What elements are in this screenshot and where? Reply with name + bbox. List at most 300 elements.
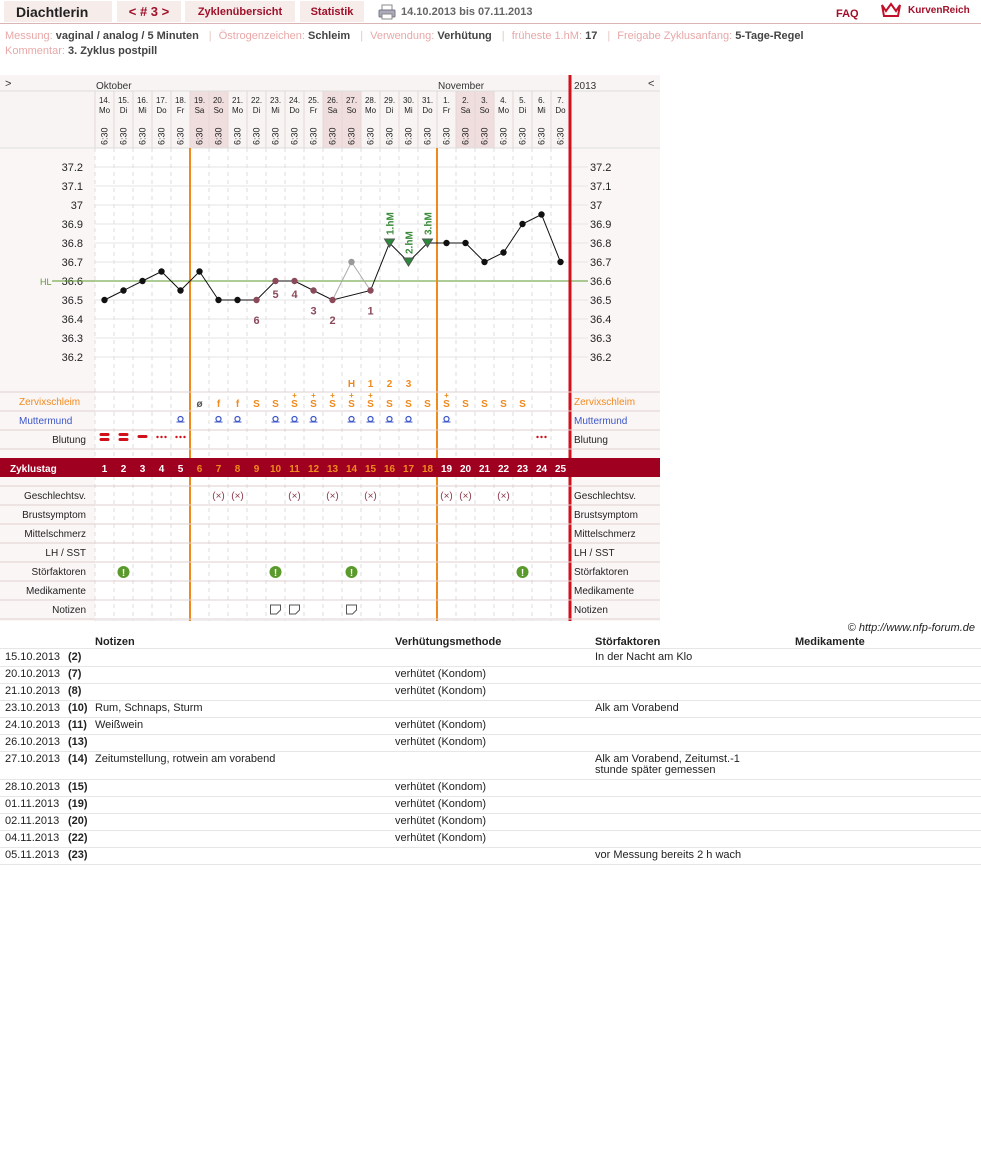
meta-freigabe-value: 5-Tage-Regel [735, 30, 804, 42]
notes-row [0, 734, 981, 752]
row-label-right-blutung: Blutung [574, 435, 608, 446]
low-measure-label: 2 [329, 315, 336, 327]
measure-time-label: 6:30 [517, 127, 528, 145]
zervix-plus: + [349, 391, 354, 400]
day-date-label: 27. [345, 96, 358, 105]
note-cycle-day: (15) [68, 781, 88, 793]
day-date-label: 16. [136, 96, 149, 105]
high-measure-label: 2.hM [404, 231, 416, 254]
cycle-day-number: 17 [402, 464, 415, 475]
temperature-point [253, 297, 259, 303]
zervix-value: S [272, 399, 279, 410]
note-method: verhütet (Kondom) [395, 781, 487, 793]
temperature-point [367, 287, 373, 293]
bleeding-light [540, 436, 542, 438]
note-method: verhütet (Kondom) [395, 668, 487, 680]
meta-hm-value: 17 [585, 30, 598, 42]
measure-time-label: 6:30 [213, 127, 224, 145]
meta-verwendung-value: Verhütung [437, 30, 492, 42]
cycle-day-number: 24 [535, 464, 548, 475]
bleeding-light [544, 436, 546, 438]
row-label-muttermund: Muttermund [19, 416, 73, 427]
row-label-right-zervix: Zervixschleim [574, 397, 636, 408]
day-weekday-label: Do [422, 106, 433, 115]
temperature-point [329, 297, 335, 303]
col-header-notizen: Notizen [95, 636, 135, 648]
temperature-point [462, 240, 468, 246]
temperature-point [310, 287, 316, 293]
disturbance-icon-glyph: ! [520, 568, 525, 579]
measure-time-label: 6:30 [422, 127, 433, 145]
measure-time-label: 6:30 [384, 127, 395, 145]
zervix-value: S [348, 399, 355, 410]
day-weekday-label: Fr [309, 106, 318, 115]
zervix-value: ø [196, 399, 203, 410]
meta-freigabe-label: Freigabe Zyklusanfang: [617, 30, 733, 42]
measure-time-label: 6:30 [156, 127, 167, 145]
temp-tick-left: 36.3 [61, 333, 83, 345]
zervix-value: S [462, 399, 469, 410]
measure-time-label: 6:30 [118, 127, 129, 145]
day-date-label: 28. [364, 96, 377, 105]
measure-time-label: 6:30 [270, 127, 281, 145]
day-weekday-label: Mi [271, 106, 280, 115]
meta-messung-value: vaginal / analog / 5 Minuten [55, 30, 199, 42]
temperature-point [348, 259, 354, 265]
note-method: verhütet (Kondom) [395, 832, 487, 844]
temperature-point [557, 259, 563, 265]
note-cycle-day: (11) [68, 719, 87, 731]
day-weekday-label: Mo [497, 106, 510, 115]
cycle-day-number: 25 [554, 464, 567, 475]
row-label-brust: Brustsymptom [22, 510, 86, 521]
peak-marker: 3 [405, 379, 412, 390]
temp-tick-left: 36.6 [61, 276, 83, 288]
note-method: verhütet (Kondom) [395, 719, 487, 731]
cycle-day-number: 18 [421, 464, 434, 475]
note-disturbance: Alk am Vorabend, Zeitumst.-1 [595, 753, 740, 765]
day-weekday-label: Di [119, 106, 128, 115]
notes-row [0, 796, 981, 814]
zervix-value: S [253, 399, 260, 410]
row-label-blutung: Blutung [52, 435, 86, 446]
day-weekday-label: So [346, 106, 357, 115]
temp-tick-left: 37 [70, 200, 83, 212]
notes-row [0, 683, 981, 701]
low-measure-label: 1 [367, 305, 374, 318]
temperature-point [481, 259, 487, 265]
temperature-point [272, 278, 278, 284]
row-label-medi: Medikamente [25, 586, 86, 597]
low-measure-label: 3 [310, 305, 317, 318]
row-label-zervix: Zervixschleim [19, 397, 81, 408]
high-measure-label: 1.hM [385, 212, 397, 235]
peak-marker: H [347, 379, 356, 390]
note-date: 23.10.2013 [5, 702, 61, 714]
year-label: 2013 [574, 81, 597, 92]
note-method: verhütet (Kondom) [395, 815, 487, 827]
note-disturbance: vor Messung bereits 2 h wach [595, 849, 742, 861]
bleeding-light [164, 436, 166, 438]
cycle-day-number: 9 [253, 464, 260, 475]
measure-time-label: 6:30 [175, 127, 186, 145]
day-date-label: 21. [231, 96, 244, 105]
day-date-label: 1. [443, 96, 450, 105]
low-measure-label: 5 [272, 289, 279, 301]
row-label-mittel: Mittelschmerz [24, 529, 86, 540]
day-weekday-label: Fr [176, 106, 185, 115]
day-date-label: 2. [462, 96, 469, 105]
nav-prev-button[interactable]: > [5, 78, 12, 90]
note-cycle-day: (2) [68, 651, 82, 663]
meta-kommentar-label: Kommentar: [5, 45, 65, 57]
bleeding-light [175, 436, 177, 438]
zervix-value: f [235, 399, 240, 410]
zervix-plus: + [444, 391, 449, 400]
notes-row [0, 779, 981, 797]
note-text: Rum, Schnaps, Sturm [95, 702, 203, 714]
temp-tick-right: 36.8 [590, 238, 612, 250]
col-header-medi: Medikamente [795, 636, 865, 648]
day-date-label: 3. [481, 96, 488, 105]
day-date-label: 26. [326, 96, 339, 105]
row-label-lh: LH / SST [45, 548, 86, 559]
cycle-day-number: 16 [383, 464, 396, 475]
bleeding-heavy [119, 438, 129, 441]
day-weekday-label: So [479, 106, 490, 115]
temp-tick-right: 37.2 [590, 162, 612, 174]
row-label-zyklustag: Zyklustag [10, 464, 57, 475]
zervix-plus: + [292, 391, 297, 400]
high-measure-label: 3.hM [423, 212, 435, 235]
notes-header-row [0, 634, 981, 649]
peak-marker: 1 [367, 379, 374, 390]
meta-oestrogen-label: Östrogenzeichen: [218, 30, 305, 42]
row-label-gv: Geschlechtsv. [23, 491, 86, 502]
measure-time-label: 6:30 [555, 127, 566, 145]
col-header-stoer: Störfaktoren [595, 636, 661, 648]
crown-icon [880, 2, 902, 20]
cycle-day-number: 12 [307, 464, 320, 475]
day-weekday-label: Do [289, 106, 300, 115]
meta-oestrogen-value: Schleim [308, 30, 351, 42]
intercourse-marker: (×) [288, 491, 301, 502]
temp-tick-right: 36.4 [590, 314, 612, 326]
note-date: 05.11.2013 [5, 849, 60, 861]
measure-time-label: 6:30 [308, 127, 319, 145]
note-cycle-day: (19) [68, 798, 88, 810]
day-date-label: 19. [193, 96, 206, 105]
intercourse-marker: (×) [231, 491, 244, 502]
zervix-value: S [519, 399, 526, 410]
day-date-label: 15. [117, 96, 130, 105]
day-date-label: 22. [250, 96, 263, 105]
low-measure-label: 4 [291, 289, 298, 301]
temperature-point [234, 297, 240, 303]
tab-statistics[interactable]: Statistik [300, 1, 364, 22]
bleeding-medium [138, 435, 148, 438]
temp-tick-left: 36.5 [61, 295, 83, 307]
bleeding-light [160, 436, 162, 438]
note-date: 24.10.2013 [5, 719, 61, 731]
temperature-point [538, 211, 544, 217]
note-cycle-day: (10) [68, 702, 88, 714]
temperature-point [196, 268, 202, 274]
day-weekday-label: Mo [98, 106, 111, 115]
zervix-value: S [500, 399, 507, 410]
measure-time-label: 6:30 [232, 127, 243, 145]
note-cycle-day: (14) [68, 753, 88, 765]
day-weekday-label: Di [518, 106, 527, 115]
day-weekday-label: So [213, 106, 224, 115]
notes-row [0, 649, 981, 667]
copyright: © http://www.nfp-forum.de [847, 622, 975, 634]
zervix-value: S [367, 399, 374, 410]
cycle-day-number: 20 [459, 464, 472, 475]
brand-logo[interactable] [880, 2, 980, 20]
note-date: 04.11.2013 [5, 832, 60, 844]
cycle-day-number: 6 [196, 464, 203, 475]
row-label-right-lh: LH / SST [574, 548, 615, 559]
cycle-day-number: 19 [440, 464, 453, 475]
measure-time-label: 6:30 [441, 127, 452, 145]
zervix-value: S [405, 399, 412, 410]
cycle-day-number: 4 [158, 464, 165, 475]
cycle-day-number: 23 [516, 464, 529, 475]
note-method: verhütet (Kondom) [395, 798, 487, 810]
cycle-day-number: 8 [234, 464, 241, 475]
day-date-label: 18. [174, 96, 187, 105]
meta-hm-label: früheste 1.hM: [511, 30, 583, 42]
day-date-label: 23. [269, 96, 282, 105]
note-date: 20.10.2013 [5, 668, 61, 680]
meta-line-1: Messung: vaginal / analog / 5 Minuten | Östrogenzeichen: Schleim | Verwendung: Verhütung | früheste 1.hM: 17 | Freigabe Zyklusanfang: 5-Tage-Regel [5, 30, 804, 42]
intercourse-marker: (×) [440, 491, 453, 502]
day-weekday-label: Di [252, 106, 261, 115]
meta-verwendung-label: Verwendung: [370, 30, 435, 42]
day-weekday-label: Mo [231, 106, 244, 115]
chart-background [0, 75, 660, 621]
note-date: 26.10.2013 [5, 736, 61, 748]
measure-time-label: 6:30 [194, 127, 205, 145]
zervix-value: f [216, 399, 221, 410]
notes-row [0, 813, 981, 831]
day-weekday-label: Do [555, 106, 566, 115]
disturbance-icon-glyph: ! [273, 568, 278, 579]
measure-time-label: 6:30 [137, 127, 148, 145]
measure-time-label: 6:30 [365, 127, 376, 145]
app-title: Diachtlerin [4, 1, 112, 22]
tab-cycle-overview[interactable]: Zyklenübersicht [185, 1, 295, 22]
temp-tick-left: 37.1 [61, 181, 83, 193]
row-label-right-gv: Geschlechtsv. [574, 491, 637, 502]
note-cycle-day: (8) [68, 685, 82, 697]
cycle-day-number: 5 [177, 464, 184, 475]
cycle-day-number: 22 [497, 464, 510, 475]
cycle-day-number: 3 [139, 464, 146, 475]
note-cycle-day: (20) [68, 815, 88, 827]
temperature-point [139, 278, 145, 284]
temperature-point [101, 297, 107, 303]
coverline-label: HL [40, 277, 52, 287]
day-date-label: 29. [383, 96, 396, 105]
measure-time-label: 6:30 [346, 127, 357, 145]
day-date-label: 30. [402, 96, 415, 105]
temperature-point [500, 249, 506, 255]
day-weekday-label: Sa [194, 106, 205, 115]
zervix-value: S [329, 399, 336, 410]
cycle-day-number: 15 [364, 464, 377, 475]
day-date-label: 4. [500, 96, 507, 105]
cycle-day-number: 2 [120, 464, 127, 475]
notes-row [0, 830, 981, 848]
note-method: verhütet (Kondom) [395, 685, 487, 697]
measure-time-label: 6:30 [479, 127, 490, 145]
notes-row [0, 751, 981, 780]
day-weekday-label: Sa [460, 106, 471, 115]
note-date: 01.11.2013 [5, 798, 60, 810]
cycle-chart [0, 75, 660, 621]
note-disturbance: Alk am Vorabend [595, 702, 679, 714]
cycle-day-number: 10 [269, 464, 282, 475]
row-label-notizen: Notizen [52, 605, 86, 616]
brand-name: KurvenReich [908, 5, 970, 16]
zervix-value: S [291, 399, 298, 410]
day-date-label: 7. [557, 96, 564, 105]
temp-tick-left: 36.7 [61, 257, 83, 269]
cycle-nav[interactable]: < # 3 > [117, 1, 181, 22]
date-range: 14.10.2013 bis 07.11.2013 [401, 6, 533, 18]
temp-tick-right: 36.2 [590, 352, 612, 364]
zervix-value: S [443, 399, 450, 410]
note-disturbance: In der Nacht am Klo [595, 651, 693, 663]
meta-kommentar-value: 3. Zyklus postpill [67, 45, 158, 57]
temperature-point [443, 240, 449, 246]
temperature-point [158, 268, 164, 274]
measure-time-label: 6:30 [403, 127, 414, 145]
month-label: Oktober [96, 81, 132, 92]
intercourse-marker: (×) [326, 491, 339, 502]
zervix-value: S [424, 399, 431, 410]
row-label-stoer: Störfaktoren [31, 567, 86, 578]
intercourse-marker: (×) [364, 491, 377, 502]
note-date: 28.10.2013 [5, 781, 61, 793]
cycle-day-number: 11 [289, 464, 300, 475]
temp-tick-left: 36.4 [61, 314, 83, 326]
printer-icon[interactable] [378, 4, 396, 20]
temp-tick-right: 37 [590, 200, 603, 212]
day-date-label: 24. [288, 96, 301, 105]
measure-time-label: 6:30 [498, 127, 509, 145]
day-weekday-label: Mo [364, 106, 377, 115]
zervix-plus: + [330, 391, 335, 400]
temp-tick-right: 36.7 [590, 257, 612, 269]
note-cycle-day: (23) [68, 849, 88, 861]
bleeding-light [536, 436, 538, 438]
row-label-right-mittel: Mittelschmerz [574, 529, 636, 540]
temp-tick-left: 36.8 [61, 238, 83, 250]
bleeding-heavy [100, 438, 110, 441]
temperature-point [215, 297, 221, 303]
day-weekday-label: Mi [537, 106, 546, 115]
intercourse-marker: (×) [459, 491, 472, 502]
notes-row [0, 700, 981, 718]
note-cycle-day: (22) [68, 832, 88, 844]
temp-tick-right: 36.6 [590, 276, 612, 288]
day-date-label: 17. [155, 96, 168, 105]
day-weekday-label: Mi [138, 106, 147, 115]
note-method: verhütet (Kondom) [395, 736, 487, 748]
temp-tick-left: 36.9 [61, 219, 83, 231]
cycle-day-number: 14 [345, 464, 358, 475]
day-weekday-label: Sa [327, 106, 338, 115]
peak-marker: 2 [386, 379, 393, 390]
measure-time-label: 6:30 [251, 127, 262, 145]
measure-time-label: 6:30 [536, 127, 547, 145]
day-date-label: 6. [538, 96, 545, 105]
row-label-right-notizen: Notizen [574, 605, 608, 616]
note-text: Zeitumstellung, rotwein am vorabend [95, 753, 276, 765]
temp-tick-left: 36.2 [61, 352, 83, 364]
measure-time-label: 6:30 [289, 127, 300, 145]
note-date: 21.10.2013 [5, 685, 61, 697]
temperature-point [177, 287, 183, 293]
day-date-label: 31. [421, 96, 434, 105]
day-date-label: 14. [98, 96, 111, 105]
cycle-day-number: 13 [326, 464, 339, 475]
day-weekday-label: Mi [404, 106, 413, 115]
faq-link[interactable]: FAQ [836, 8, 859, 20]
note-date: 02.11.2013 [5, 815, 60, 827]
temp-tick-right: 36.9 [590, 219, 612, 231]
bleeding-light [183, 436, 185, 438]
row-label-right-brust: Brustsymptom [574, 510, 638, 521]
meta-messung-label: Messung: [5, 30, 53, 42]
temperature-point [519, 221, 525, 227]
cycle-day-number: 21 [478, 464, 491, 475]
temp-tick-left: 37.2 [61, 162, 83, 174]
month-label: November [438, 81, 485, 92]
zervix-plus: + [368, 391, 373, 400]
day-date-label: 20. [212, 96, 225, 105]
zervix-value: S [386, 399, 393, 410]
row-label-right-stoer: Störfaktoren [574, 567, 629, 578]
temp-tick-right: 36.5 [590, 295, 612, 307]
note-cycle-day: (13) [68, 736, 88, 748]
nav-next-button[interactable]: < [648, 78, 655, 90]
notes-row [0, 666, 981, 684]
low-measure-label: 6 [253, 315, 260, 327]
intercourse-marker: (×) [212, 491, 225, 502]
note-text: Weißwein [95, 719, 144, 731]
bleeding-heavy [100, 433, 110, 436]
top-bar [0, 0, 981, 24]
bleeding-light [156, 436, 158, 438]
measure-time-label: 6:30 [99, 127, 110, 145]
disturbance-icon-glyph: ! [349, 568, 354, 579]
cycle-day-number: 1 [101, 464, 108, 475]
bleeding-light [179, 436, 181, 438]
intercourse-marker: (×) [497, 491, 510, 502]
measure-time-label: 6:30 [460, 127, 471, 145]
day-weekday-label: Fr [442, 106, 451, 115]
col-header-methode: Verhütungsmethode [395, 636, 502, 648]
row-label-right-medi: Medikamente [574, 586, 635, 597]
note-date: 15.10.2013 [5, 651, 61, 663]
note-cycle-day: (7) [68, 668, 82, 680]
disturbance-icon-glyph: ! [121, 568, 126, 579]
day-weekday-label: Di [385, 106, 394, 115]
